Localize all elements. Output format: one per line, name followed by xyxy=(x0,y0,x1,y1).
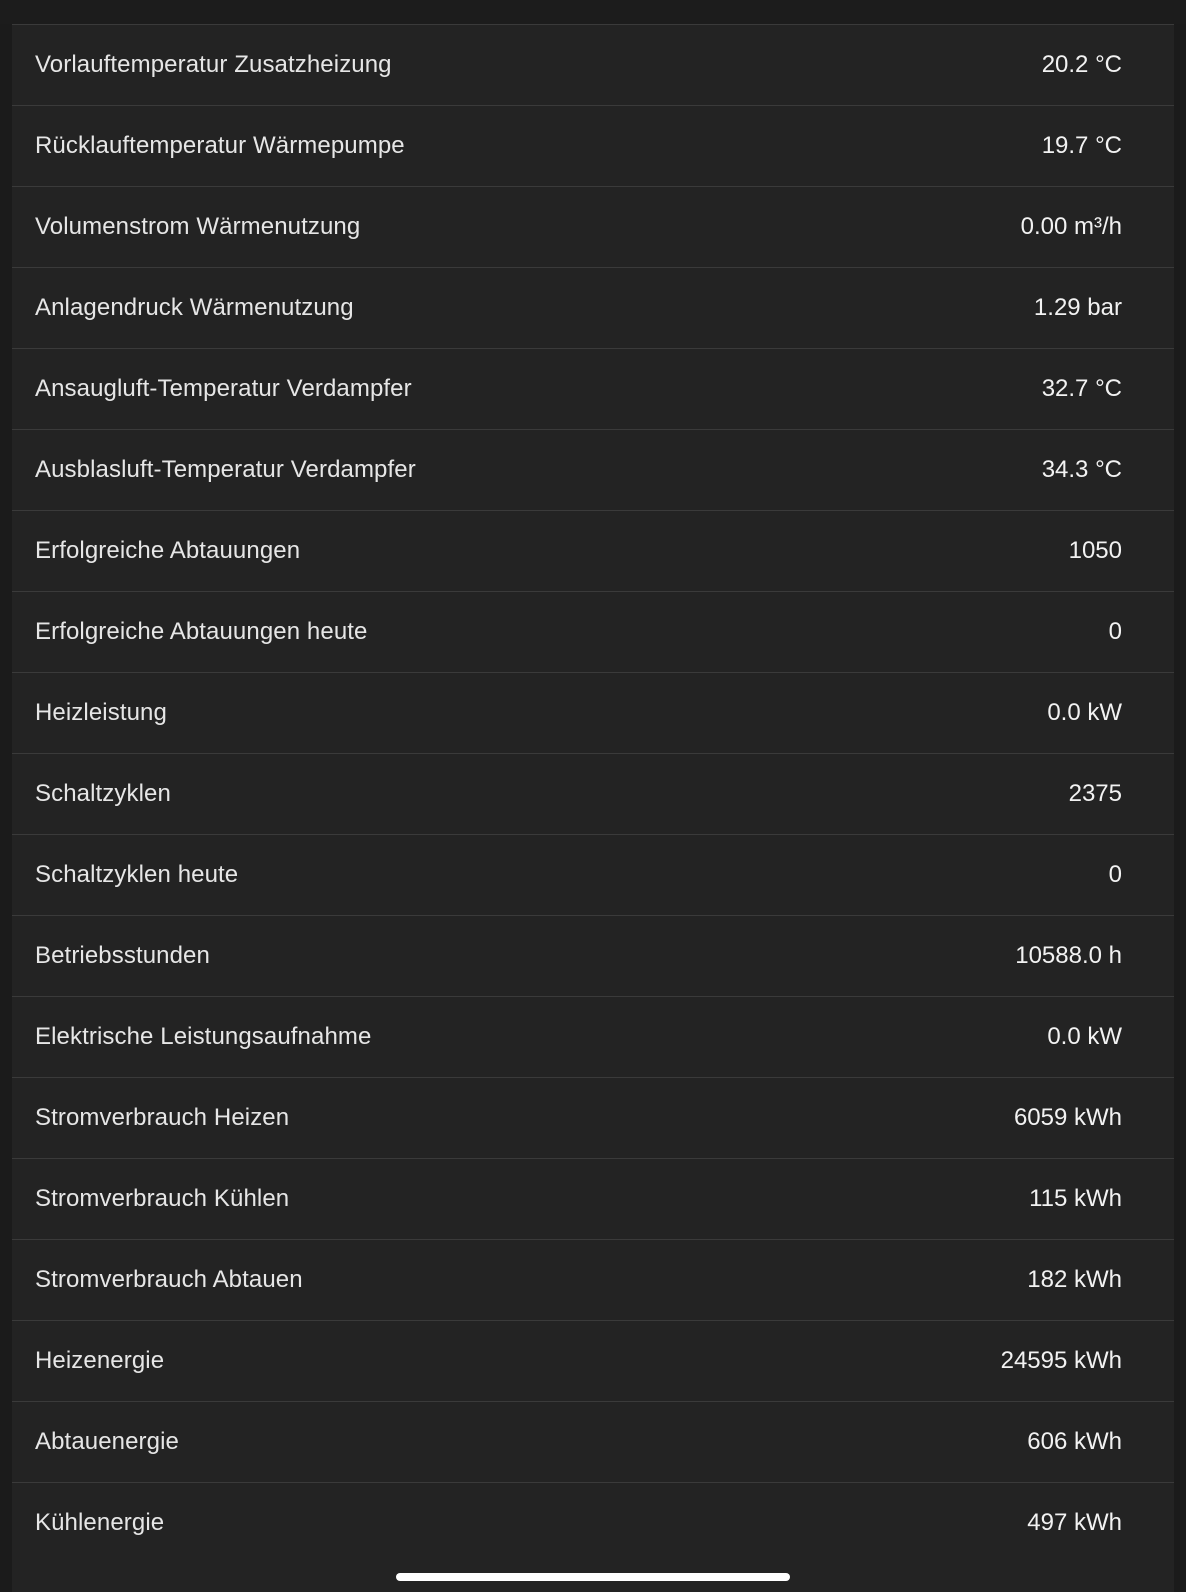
row-value: 606 kWh xyxy=(1027,1428,1122,1455)
list-item-abtauenergie[interactable] xyxy=(12,1401,1174,1482)
row-label: Volumenstrom Wärmenutzung xyxy=(35,213,361,240)
row-value: 497 kWh xyxy=(1027,1509,1122,1536)
row-label: Schaltzyklen heute xyxy=(35,861,239,888)
list-item-elektrische-leistungsaufnahme[interactable] xyxy=(12,996,1174,1077)
row-value: 20.2 °C xyxy=(1041,51,1122,78)
row-value: 34.3 °C xyxy=(1041,456,1122,483)
row-value: 19.7 °C xyxy=(1041,132,1122,159)
row-value: 0 xyxy=(1108,861,1122,888)
list-item-erfolgreiche-abtauungen-heute[interactable] xyxy=(12,591,1174,672)
row-label: Abtauenergie xyxy=(35,1428,179,1455)
sensor-list xyxy=(12,24,1174,1563)
list-item-stromverbrauch-kuehlen[interactable] xyxy=(12,1158,1174,1239)
row-label: Heizleistung xyxy=(35,699,167,726)
row-label: Heizenergie xyxy=(35,1347,165,1374)
row-label: Stromverbrauch Heizen xyxy=(35,1104,290,1131)
list-item-erfolgreiche-abtauungen[interactable] xyxy=(12,510,1174,591)
row-label: Elektrische Leistungsaufnahme xyxy=(35,1023,372,1050)
list-item-anlagendruck-waermenutzung[interactable] xyxy=(12,267,1174,348)
row-value: 2375 xyxy=(1068,780,1122,807)
row-value: 115 kWh xyxy=(1029,1185,1122,1212)
sensor-list-card xyxy=(12,24,1174,1592)
list-item-kuehlenergie[interactable] xyxy=(12,1482,1174,1563)
row-value: 1050 xyxy=(1068,537,1122,564)
list-item-stromverbrauch-heizen[interactable] xyxy=(12,1077,1174,1158)
row-value: 0 xyxy=(1108,618,1122,645)
row-label: Ausblasluft-Temperatur Verdampfer xyxy=(35,456,416,483)
list-item-heizleistung[interactable] xyxy=(12,672,1174,753)
list-item-schaltzyklen[interactable] xyxy=(12,753,1174,834)
row-label: Betriebsstunden xyxy=(35,942,210,969)
row-label: Stromverbrauch Abtauen xyxy=(35,1266,303,1293)
list-item-ruecklauftemperatur-waermepumpe[interactable] xyxy=(12,105,1174,186)
list-item-schaltzyklen-heute[interactable] xyxy=(12,834,1174,915)
row-label: Erfolgreiche Abtauungen heute xyxy=(35,618,368,645)
row-value: 0.0 kW xyxy=(1047,1023,1122,1050)
row-label: Schaltzyklen xyxy=(35,780,171,807)
row-value: 0.00 m³/h xyxy=(1020,213,1122,240)
row-value: 6059 kWh xyxy=(1013,1104,1122,1131)
row-value: 10588.0 h xyxy=(1015,942,1122,969)
list-item-vorlauftemperatur-zusatzheizung[interactable] xyxy=(12,24,1174,105)
row-label: Vorlauftemperatur Zusatzheizung xyxy=(35,51,392,78)
home-indicator[interactable] xyxy=(396,1573,790,1581)
row-label: Anlagendruck Wärmenutzung xyxy=(35,294,354,321)
list-item-heizenergie[interactable] xyxy=(12,1320,1174,1401)
row-label: Erfolgreiche Abtauungen xyxy=(35,537,301,564)
list-item-ansaugluft-temperatur-verdampfer[interactable] xyxy=(12,348,1174,429)
list-item-stromverbrauch-abtauen[interactable] xyxy=(12,1239,1174,1320)
row-value: 182 kWh xyxy=(1027,1266,1122,1293)
row-value: 1.29 bar xyxy=(1033,294,1122,321)
row-value: 0.0 kW xyxy=(1047,699,1122,726)
row-value: 24595 kWh xyxy=(1000,1347,1122,1374)
list-item-volumenstrom-waermenutzung[interactable] xyxy=(12,186,1174,267)
top-strip xyxy=(0,0,1186,24)
list-item-betriebsstunden[interactable] xyxy=(12,915,1174,996)
row-label: Rücklauftemperatur Wärmepumpe xyxy=(35,132,405,159)
list-item-ausblasluft-temperatur-verdampfer[interactable] xyxy=(12,429,1174,510)
row-value: 32.7 °C xyxy=(1041,375,1122,402)
row-label: Kühlenergie xyxy=(35,1509,165,1536)
row-label: Stromverbrauch Kühlen xyxy=(35,1185,290,1212)
row-label: Ansaugluft-Temperatur Verdampfer xyxy=(35,375,412,402)
